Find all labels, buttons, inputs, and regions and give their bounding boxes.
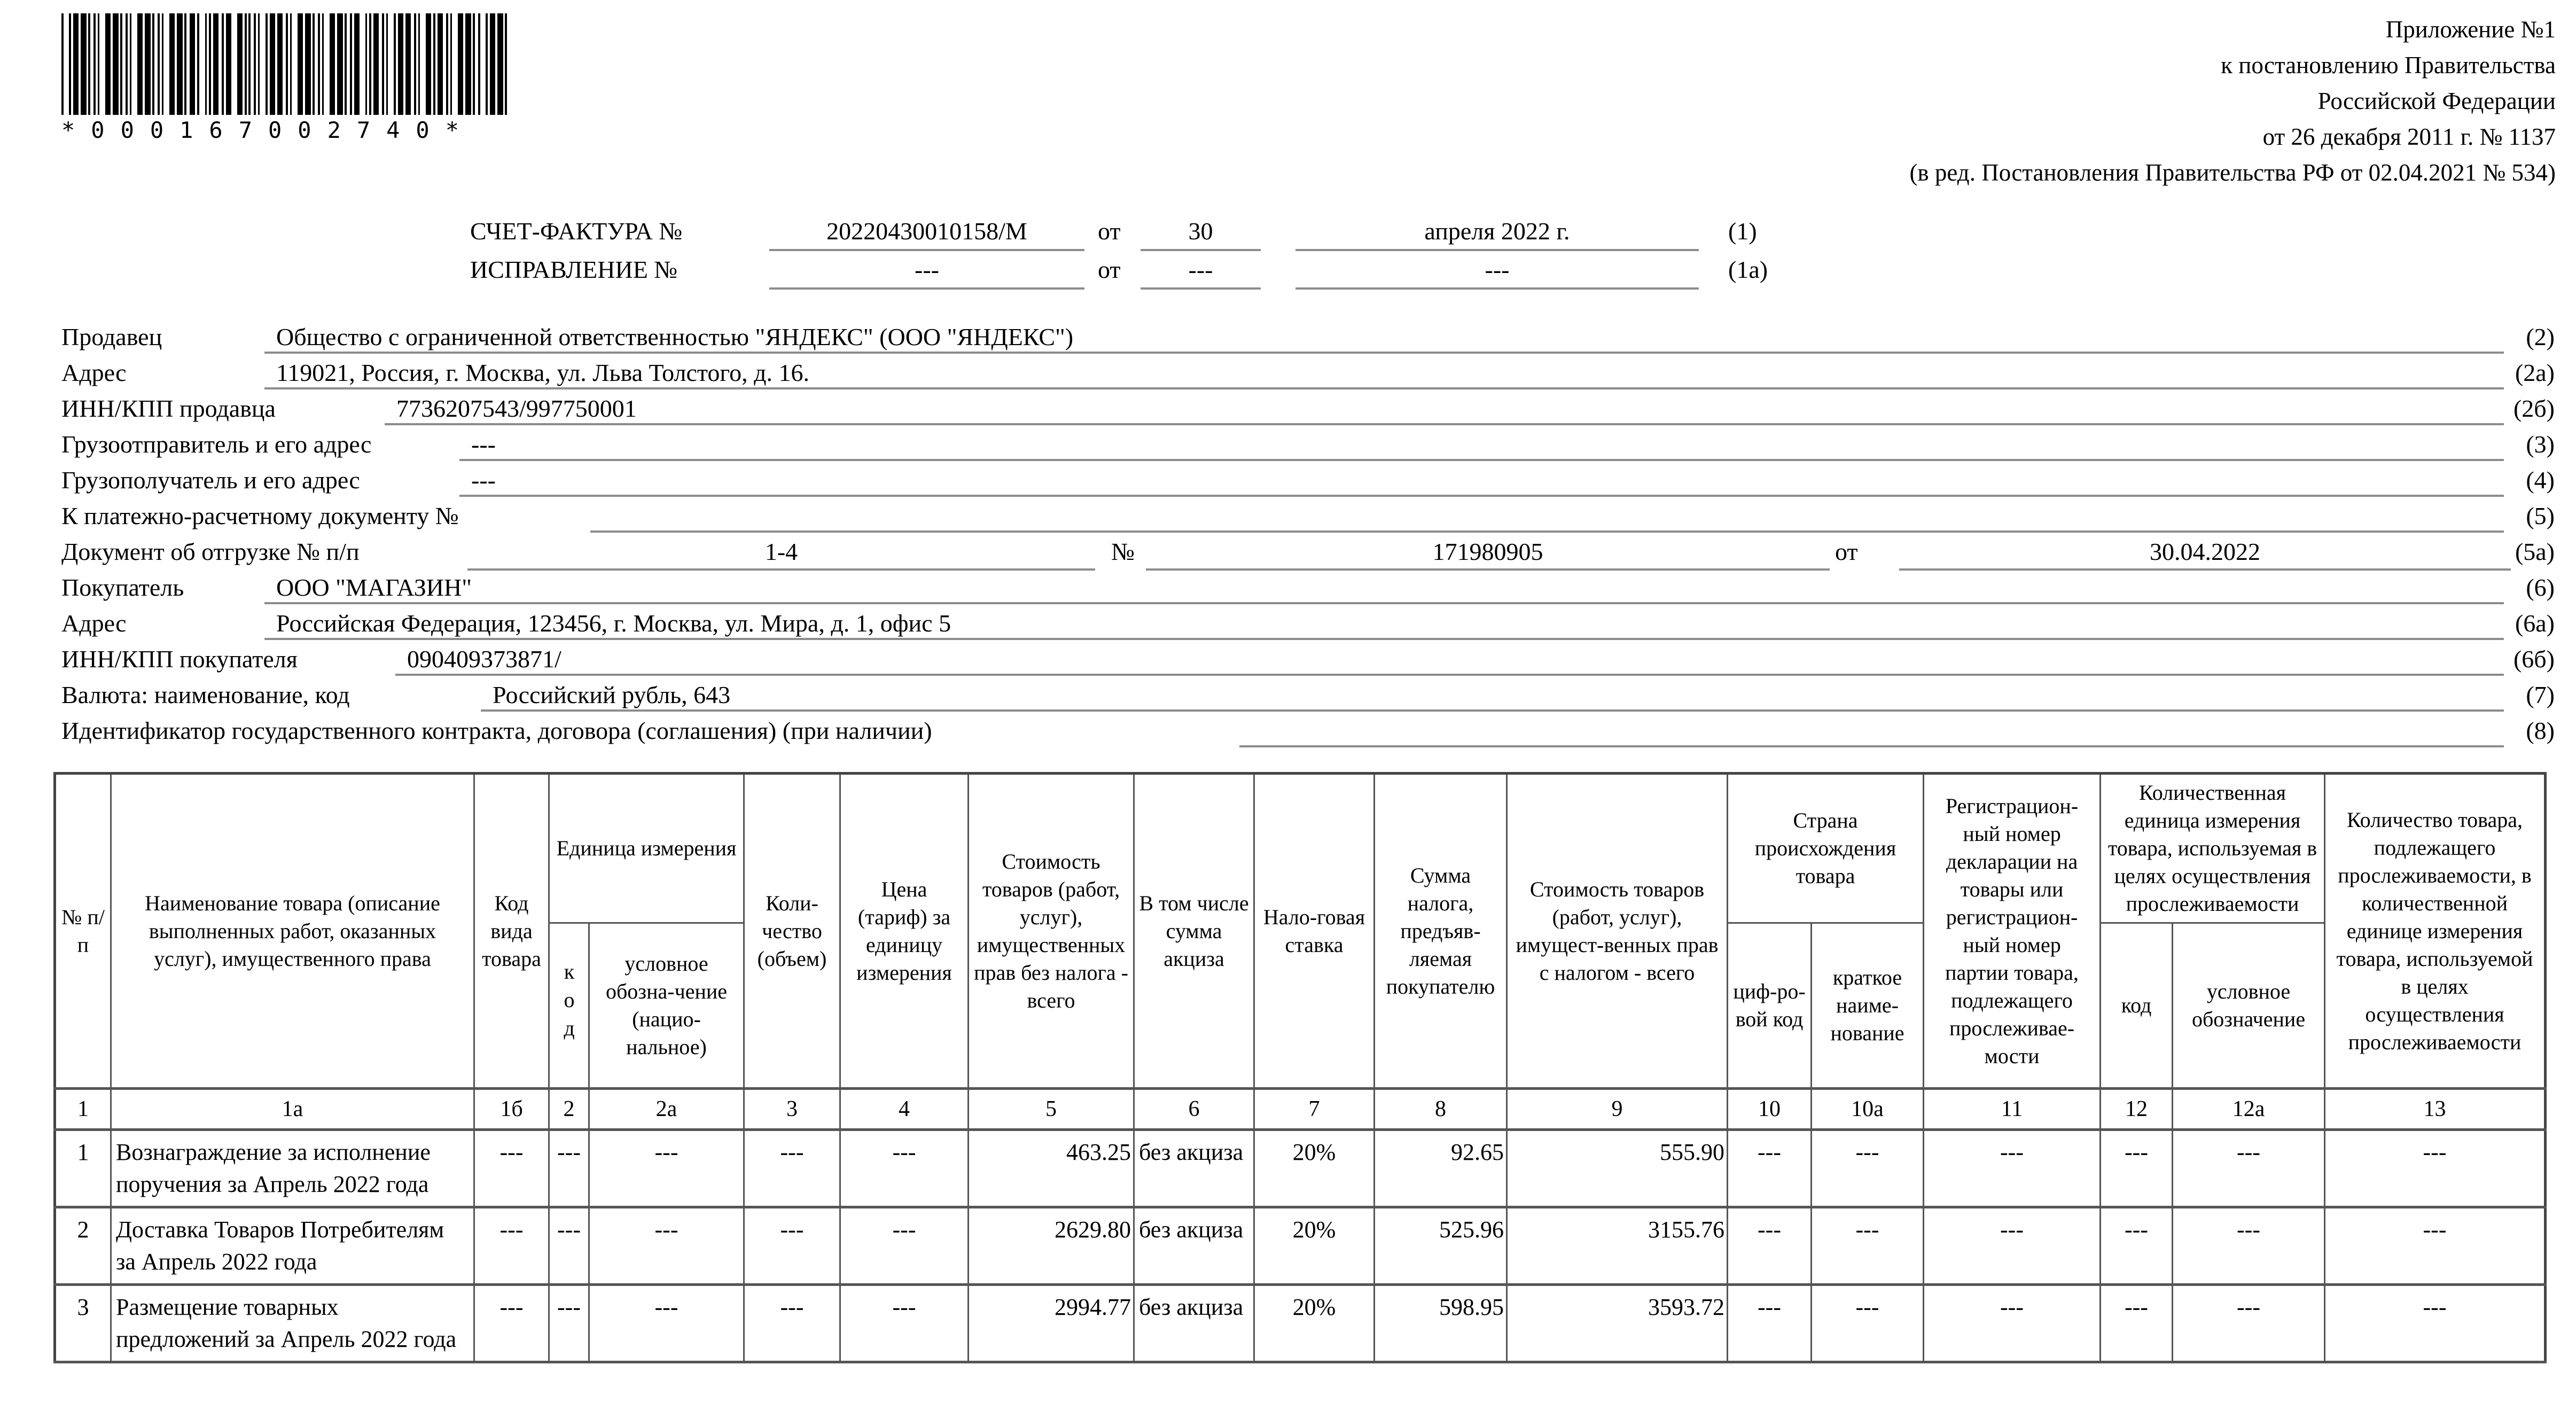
field-row-consignee <box>61 464 2555 500</box>
col-header-cost-without-tax: Стоимость товаров (работ, услуг), имущественных прав без налога - всего <box>969 774 1134 1089</box>
table-cell: 555.90 <box>1507 1130 1728 1207</box>
field-value: 090409373871/ <box>407 645 561 673</box>
table-cell: --- <box>1924 1207 2101 1285</box>
table-cell: 92.65 <box>1375 1130 1507 1207</box>
table-cell: Вознаграждение за исполнение поручения за Апрель 2022 года <box>111 1130 474 1207</box>
table-row <box>55 1285 2546 1362</box>
col-header-tax-amount: Сумма налога, предъяв-ляемая покупателю <box>1375 774 1507 1089</box>
table-cell: --- <box>589 1285 744 1362</box>
invoice-number-row <box>470 214 1859 252</box>
appendix-header <box>1909 12 2556 191</box>
col-header-num: № п/п <box>55 774 111 1089</box>
table-row <box>55 1130 2546 1207</box>
table-cell: --- <box>474 1130 549 1207</box>
table-cell: 2629.80 <box>969 1207 1134 1285</box>
table-cell: --- <box>2325 1130 2546 1207</box>
shipping-doc-date-field <box>1899 535 2511 571</box>
invoice-title-block <box>470 214 1859 291</box>
field-ref: (2) <box>2526 323 2555 350</box>
col-header-unit: Единица измерения <box>549 774 744 923</box>
appendix-line: к постановлению Правительства <box>2221 52 2556 79</box>
col-header-country-name: краткое наиме-нование <box>1812 923 1924 1089</box>
column-number: 10а <box>1812 1089 1924 1130</box>
table-cell: без акциза <box>1134 1207 1254 1285</box>
col-header-trace-unit-code: код <box>2101 923 2173 1089</box>
appendix-line: Приложение №1 <box>2385 16 2556 43</box>
table-cell: 3593.72 <box>1507 1285 1728 1362</box>
field-ref: (5а) <box>2515 538 2555 565</box>
shipping-doc-id: 171980905 <box>1432 538 1543 565</box>
column-number: 12 <box>2101 1089 2173 1130</box>
invoice-day-value: 30 <box>1188 217 1213 245</box>
table-cell: --- <box>589 1207 744 1285</box>
field-underline <box>481 678 2504 712</box>
invoice-number-field <box>769 214 1084 251</box>
col-header-quantity: Коли-чество (объем) <box>744 774 840 1089</box>
col-header-country: Страна происхождения товара <box>1728 774 1924 923</box>
column-number: 2 <box>549 1089 589 1130</box>
table-cell: --- <box>474 1207 549 1285</box>
column-number: 1 <box>55 1089 111 1130</box>
field-row-buyer <box>61 571 2555 607</box>
invoice-fields <box>61 321 2555 750</box>
table-cell: --- <box>2173 1130 2325 1207</box>
table-cell: --- <box>2101 1285 2173 1362</box>
table-cell: --- <box>2173 1207 2325 1285</box>
appendix-line: (в ред. Постановления Правительства РФ от 02.04.2021 № 534) <box>1909 159 2556 186</box>
column-number: 11 <box>1924 1089 2101 1130</box>
table-cell: --- <box>1812 1285 1924 1362</box>
field-row-buyer-inn <box>61 643 2555 678</box>
col-header-declaration-number: Регистрацион-ный номер декларации на товары или регистрацион-ный номер партии товара, подлежащего прослеживае-мости <box>1924 774 2101 1089</box>
field-label: Адрес <box>61 359 127 386</box>
field-ref: (6) <box>2526 574 2555 601</box>
field-label: Грузоотправитель и его адрес <box>61 431 372 458</box>
invoice-month-value: апреля 2022 г. <box>1424 217 1570 245</box>
field-row-currency <box>61 678 2555 714</box>
field-row-buyer-address <box>61 607 2555 643</box>
table-cell: --- <box>840 1207 969 1285</box>
correction-day-field <box>1141 252 1261 290</box>
field-label: Валюта: наименование, код <box>61 681 350 708</box>
field-ref: (6б) <box>2513 645 2555 673</box>
field-ref: (8) <box>2526 717 2555 744</box>
field-value: 119021, Россия, г. Москва, ул. Льва Толстого, д. 16. <box>276 359 810 386</box>
field-row-government-contract <box>61 714 2555 750</box>
field-label: Документ об отгрузке № п/п <box>61 538 360 565</box>
field-row-seller-address <box>61 356 2555 392</box>
from-label: от <box>1098 217 1121 245</box>
field-ref: (7) <box>2526 681 2555 708</box>
field-label: ИНН/КПП покупателя <box>61 645 298 673</box>
table-cell: --- <box>1728 1207 1812 1285</box>
field-underline <box>385 392 2504 425</box>
table-cell: --- <box>1924 1130 2101 1207</box>
field-underline <box>264 321 2504 354</box>
column-number: 10 <box>1728 1089 1812 1130</box>
table-cell: 20% <box>1254 1130 1375 1207</box>
table-body <box>55 1130 2546 1362</box>
table-cell: --- <box>744 1130 840 1207</box>
table-cell: --- <box>549 1207 589 1285</box>
ref-1: (1) <box>1728 217 1757 245</box>
table-cell: --- <box>549 1285 589 1362</box>
field-value: Российская Федерация, 123456, г. Москва, ул. Мира, д. 1, офис 5 <box>276 610 951 637</box>
barcode-block <box>61 13 510 143</box>
table-cell: Доставка Товаров Потребителям за Апрель 2022 года <box>111 1207 474 1285</box>
col-header-cost-with-tax: Стоимость товаров (работ, услуг), имущест-венных прав с налогом - всего <box>1507 774 1728 1089</box>
column-number: 1б <box>474 1089 549 1130</box>
table-row <box>55 1207 2546 1285</box>
table-cell: 1 <box>55 1130 111 1207</box>
field-underline <box>264 607 2504 640</box>
table-cell: --- <box>2325 1285 2546 1362</box>
table-cell: --- <box>840 1285 969 1362</box>
col-header-product-type-code: Код вида товара <box>474 774 549 1089</box>
ref-1a: (1а) <box>1728 256 1768 283</box>
barcode-text: *000167002740* <box>61 117 475 143</box>
appendix-line: от 26 декабря 2011 г. № 1137 <box>2262 123 2556 150</box>
invoice-month-field <box>1295 214 1699 251</box>
column-number: 6 <box>1134 1089 1254 1130</box>
table-cell: --- <box>744 1285 840 1362</box>
number-sign-label: № <box>1111 538 1135 565</box>
col-header-trace-unit-symbol: условное обозначение <box>2173 923 2325 1089</box>
col-header-trace-quantity: Количество товара, подлежащего прослеживаемости, в количественной единице измерения товара, используемой в целях осуществления прослеживаемости <box>2325 774 2546 1089</box>
table-cell: 3 <box>55 1285 111 1362</box>
field-ref: (2а) <box>2515 359 2555 386</box>
table-cell: без акциза <box>1134 1285 1254 1362</box>
table-cell: 20% <box>1254 1207 1375 1285</box>
column-number: 5 <box>969 1089 1134 1130</box>
column-number: 2а <box>589 1089 744 1130</box>
field-value: Российский рубль, 643 <box>493 681 731 708</box>
field-label: Идентификатор государственного контракта, договора (соглашения) (при наличии) <box>61 717 932 744</box>
column-number: 8 <box>1375 1089 1507 1130</box>
field-underline <box>459 428 2504 461</box>
column-number: 7 <box>1254 1089 1375 1130</box>
field-row-consignor <box>61 428 2555 464</box>
shipping-doc-number-field <box>467 535 1095 571</box>
invoice-day-field <box>1141 214 1261 251</box>
appendix-line: Российской Федерации <box>2317 88 2556 114</box>
column-number: 13 <box>2325 1089 2546 1130</box>
correction-number-value: --- <box>915 256 939 283</box>
shipping-doc-id-field <box>1146 535 1830 571</box>
field-value <box>590 520 602 522</box>
shipping-doc-number: 1-4 <box>764 538 798 565</box>
field-underline <box>264 571 2504 604</box>
field-ref: (3) <box>2526 431 2555 458</box>
correction-title-label: ИСПРАВЛЕНИЕ № <box>470 256 678 283</box>
field-underline <box>590 500 2504 533</box>
from-label: от <box>1098 256 1121 283</box>
table-cell: --- <box>1924 1285 2101 1362</box>
correction-month-value: --- <box>1485 256 1510 283</box>
table-header <box>55 774 2546 1130</box>
col-header-price: Цена (тариф) за единицу измерения <box>840 774 969 1089</box>
table-cell: --- <box>474 1285 549 1362</box>
field-ref: (2б) <box>2513 395 2555 422</box>
invoice-items-table <box>53 772 2547 1363</box>
field-underline <box>264 356 2504 389</box>
table-cell: --- <box>1812 1207 1924 1285</box>
field-value: --- <box>471 466 496 494</box>
table-cell: --- <box>1812 1130 1924 1207</box>
table-cell: 2 <box>55 1207 111 1285</box>
correction-number-field <box>769 252 1084 290</box>
table-cell: --- <box>840 1130 969 1207</box>
table-cell: Размещение товарных предложений за Апрель 2022 года <box>111 1285 474 1362</box>
correction-day-value: --- <box>1188 256 1213 283</box>
field-ref: (4) <box>2526 466 2555 494</box>
table-cell: --- <box>589 1130 744 1207</box>
table-cell: 598.95 <box>1375 1285 1507 1362</box>
field-label: Покупатель <box>61 574 184 601</box>
field-value: 7736207543/997750001 <box>396 395 637 422</box>
field-row-shipping-document <box>61 535 2555 571</box>
table-cell: --- <box>2101 1207 2173 1285</box>
field-value: ООО "МАГАЗИН" <box>276 574 472 601</box>
field-row-seller-inn <box>61 392 2555 428</box>
field-row-payment-document <box>61 500 2555 535</box>
correction-number-row <box>470 252 1859 291</box>
table-cell: 525.96 <box>1375 1207 1507 1285</box>
table-cell: --- <box>2101 1130 2173 1207</box>
column-number: 1а <box>111 1089 474 1130</box>
table-cell: без акциза <box>1134 1130 1254 1207</box>
table-cell: --- <box>2173 1285 2325 1362</box>
field-row-seller <box>61 321 2555 356</box>
from-label: от <box>1835 538 1858 565</box>
field-value <box>1239 735 1251 737</box>
field-label: ИНН/КПП продавца <box>61 395 276 422</box>
column-number: 9 <box>1507 1089 1728 1130</box>
col-header-unit-code <box>549 923 589 1089</box>
correction-month-field <box>1295 252 1699 290</box>
column-number: 3 <box>744 1089 840 1130</box>
table-cell: 463.25 <box>969 1130 1134 1207</box>
table-cell: 2994.77 <box>969 1285 1134 1362</box>
field-label: Адрес <box>61 610 127 637</box>
field-underline <box>1239 714 2504 747</box>
column-number: 4 <box>840 1089 969 1130</box>
unit-code-label: код <box>557 960 581 1044</box>
invoice-title-label: СЧЕТ-ФАКТУРА № <box>470 217 683 245</box>
table-cell: --- <box>549 1130 589 1207</box>
field-underline <box>395 643 2504 676</box>
field-ref: (6а) <box>2515 610 2555 637</box>
column-numbers-row <box>55 1089 2546 1130</box>
table-cell: --- <box>1728 1285 1812 1362</box>
col-header-trace-unit: Количественная единица измерения товара, используемая в целях осуществления прослеживаемости <box>2101 774 2325 923</box>
field-ref: (5) <box>2526 502 2555 529</box>
col-header-name: Наименование товара (описание выполненных работ, оказанных услуг), имущественного права <box>111 774 474 1089</box>
field-label: К платежно-расчетному документу № <box>61 502 459 529</box>
col-header-excise: В том числе сумма акциза <box>1134 774 1254 1089</box>
col-header-tax-rate: Нало-говая ставка <box>1254 774 1375 1089</box>
field-label: Продавец <box>61 323 162 350</box>
col-header-unit-symbol: условное обозна-чение (нацио-нальное) <box>589 923 744 1089</box>
shipping-doc-date: 30.04.2022 <box>2150 538 2260 565</box>
invoice-number-value: 20220430010158/М <box>826 217 1027 245</box>
table-cell: 20% <box>1254 1285 1375 1362</box>
field-label: Грузополучатель и его адрес <box>61 466 360 494</box>
table-cell: --- <box>1728 1130 1812 1207</box>
col-header-country-code: циф-ро-вой код <box>1728 923 1812 1089</box>
field-value: Общество с ограниченной ответственностью "ЯНДЕКС" (ООО "ЯНДЕКС") <box>276 323 1074 350</box>
table-cell: 3155.76 <box>1507 1207 1728 1285</box>
field-underline <box>459 464 2504 497</box>
table-cell: --- <box>744 1207 840 1285</box>
column-number: 12а <box>2173 1089 2325 1130</box>
table-cell: --- <box>2325 1207 2546 1285</box>
field-value: --- <box>471 431 496 458</box>
barcode-bars-image <box>61 13 510 115</box>
